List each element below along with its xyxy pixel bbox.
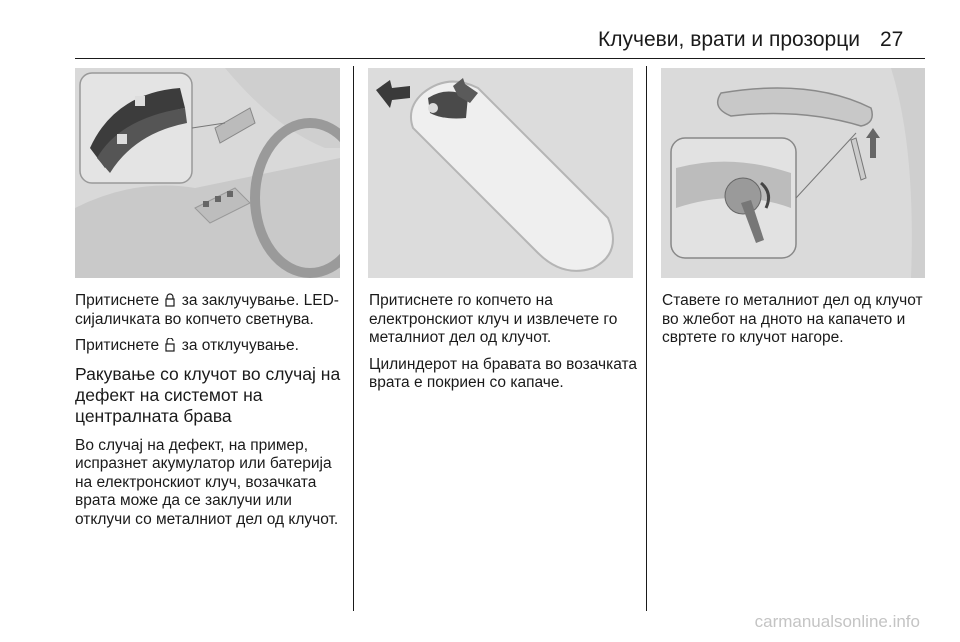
column-divider xyxy=(646,66,647,611)
electronic-key-figure xyxy=(368,68,633,278)
watermark: carmanualsonline.info xyxy=(754,612,920,631)
page-number: 27 xyxy=(880,28,904,51)
text: Притиснете xyxy=(75,292,160,309)
header-rule xyxy=(75,58,925,59)
header-title: Клучеви, врати и прозорци xyxy=(598,28,860,51)
paragraph: Ставете го металниот дел од клучот во жлебот на дното на капачето и свртете го клучот нагоре. xyxy=(662,292,923,346)
paragraph: Притиснете го копчето на електронскиот клуч и извлечете го металниот дел од клучот. xyxy=(369,292,618,346)
paragraph: Цилиндерот на бравата во возачката врата е покриен со капаче. xyxy=(369,355,638,391)
paragraph: Во случај на дефект, на пример, испразнет акумулатор или батерија на електронскиот клуч, возачката врата може да се заклучи или отклучи со металниот дел од клучот. xyxy=(75,436,339,528)
column-3-text xyxy=(662,292,925,356)
paragraph xyxy=(75,337,343,356)
door-lock-buttons-figure xyxy=(75,68,340,278)
door-handle-key-figure xyxy=(661,68,925,278)
column-2-text xyxy=(369,292,639,401)
text: Притиснете xyxy=(75,337,160,354)
paragraph xyxy=(75,292,343,329)
lock-closed-icon xyxy=(165,293,175,307)
section-heading: Ракување со клучот во случај на дефект на системот на централната брава xyxy=(75,363,341,426)
text: за заклучување. LED-сијаличката во копчето светнува. xyxy=(75,292,339,328)
column-1-text xyxy=(75,292,343,537)
text: за отклучување. xyxy=(181,337,299,354)
lock-open-icon xyxy=(165,338,175,352)
column-divider xyxy=(353,66,354,611)
